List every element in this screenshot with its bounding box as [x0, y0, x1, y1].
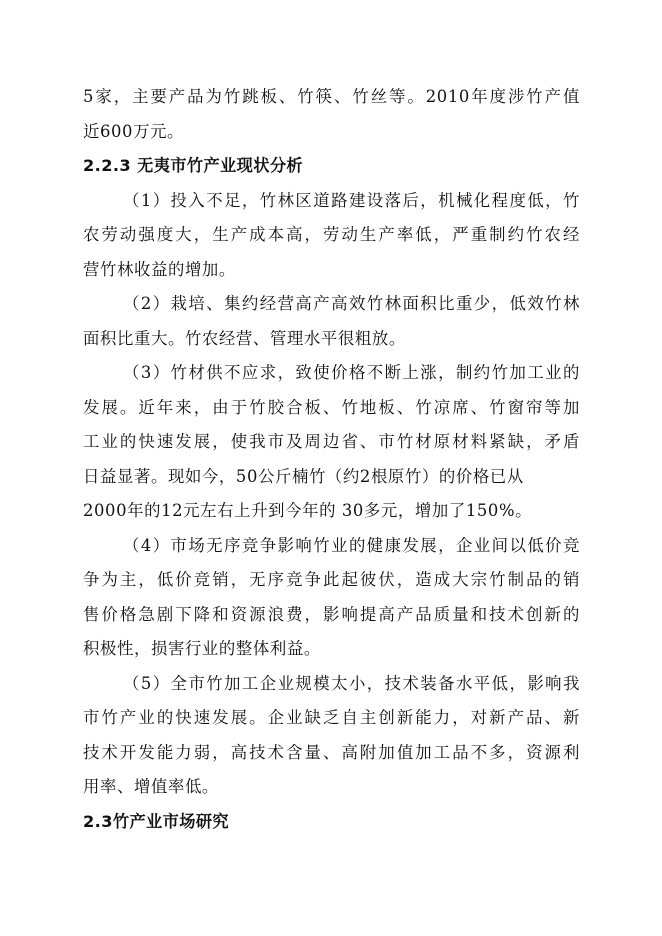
text-line: 5家，主要产品为竹跳板、竹筷、竹丝等。2010年度涉竹产值	[83, 87, 580, 106]
text-line: 日益显著。现如今，50公斤楠竹（约2根原竹）的价格已从	[83, 466, 524, 486]
text-line: 工业的快速发展，使我市及周边省、市竹材原材料紧缺，矛盾	[83, 432, 580, 451]
text-line: （1）投入不足，竹林区道路建设落后，机械化程度低，竹	[123, 190, 580, 210]
text-line: 2000年的12元左右上升到今年的 30多元，增加了150%。	[83, 501, 533, 520]
text-line: 发展。近年来，由于竹胶合板、竹地板、竹凉席、竹窗帘等加	[83, 397, 580, 417]
text-line: （3）竹材供不应求，致使价格不断上涨，制约竹加工业的	[123, 363, 580, 382]
paragraph-item-3	[83, 356, 580, 529]
text-line: （2）栽培、集约经营高产高效竹林面积比重少，低效竹林	[123, 294, 580, 313]
section-heading-2-3: 2.3竹产业市场研究	[83, 811, 229, 831]
document-page	[83, 80, 580, 839]
text-line: （4）市场无序竞争影响竹业的健康发展，企业间以低价竞	[123, 535, 580, 555]
text-line: 营竹林收益的增加。	[83, 259, 236, 279]
paragraph-item-4	[83, 529, 580, 667]
text-line: 用率、增值率低。	[83, 777, 219, 796]
text-line: （5）全市竹加工企业规模太小，技术装备水平低，影响我	[123, 673, 580, 693]
text-line: 技术开发能力弱，高技术含量、高附加值加工品不多，资源利	[83, 742, 580, 762]
intro-paragraph	[83, 80, 580, 149]
text-line: 积极性，损害行业的整体利益。	[83, 639, 321, 658]
text-line: 争为主，低价竞销，无序竞争此起彼伏，造成大宗竹制品的销	[83, 570, 580, 589]
text-line: 售价格急剧下降和资源浪费，影响提高产品质量和技术创新的	[83, 604, 580, 624]
text-line: 面积比重大。竹农经营、管理水平很粗放。	[83, 328, 406, 348]
text-line: 市竹产业的快速发展。企业缺乏自主创新能力，对新产品、新	[83, 708, 580, 727]
text-line: 近600万元。	[83, 121, 185, 141]
text-line: 农劳动强度大，生产成本高，劳动生产率低，严重制约竹农经	[83, 225, 580, 244]
paragraph-item-5	[83, 667, 580, 805]
paragraph-item-1	[83, 184, 580, 288]
section-heading-2-2-3: 2.2.3 无夷市竹产业现状分析	[83, 156, 303, 175]
paragraph-item-2	[83, 287, 580, 356]
